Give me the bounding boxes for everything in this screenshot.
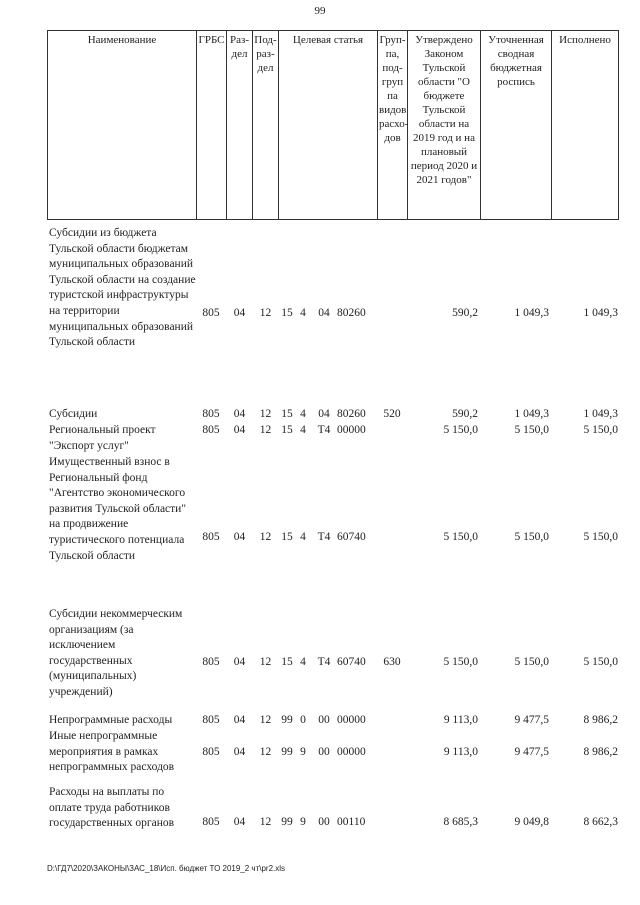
table-row: [47, 785, 618, 833]
row-name: Иные непрограммные мероприятия в рамках непрограммных расходов: [49, 730, 175, 774]
col-approved: Утверждено Законом Тульской области "О бюджете Тульской области на 2019 год и на плановый период 2020 и 2021 годов": [408, 31, 481, 220]
approved-cell: 8 685,3: [443, 816, 478, 828]
podrazdel-cell: 12: [259, 714, 272, 726]
target-direction-cell: 80260: [337, 307, 366, 319]
razdel-cell: 04: [233, 408, 246, 420]
row-name: Расходы на выплаты по оплате труда работников государственных органов: [49, 786, 175, 830]
target-program-cell: 15: [281, 656, 293, 668]
razdel-cell: 04: [233, 816, 246, 828]
group-cell: 520: [383, 408, 401, 420]
podrazdel-cell: 12: [259, 307, 272, 319]
target-event-cell: T4: [317, 531, 331, 543]
target-direction-cell: 80260: [337, 408, 366, 420]
col-razdel: Раз- дел: [227, 31, 253, 220]
target-event-cell: 04: [318, 307, 330, 319]
razdel-cell: 04: [233, 656, 246, 668]
grbs-cell: 805: [202, 424, 220, 436]
table-row: [47, 423, 618, 457]
row-name: Непрограммные расходы: [49, 714, 173, 726]
target-event-cell: T4: [317, 656, 331, 668]
clarified-cell: 1 049,3: [514, 408, 549, 420]
target-direction-cell: 00110: [337, 816, 366, 828]
target-subprogram-cell: 4: [300, 424, 306, 436]
razdel-cell: 04: [233, 714, 246, 726]
target-event-cell: 00: [318, 816, 330, 828]
podrazdel-cell: 12: [259, 408, 272, 420]
podrazdel-cell: 12: [259, 531, 272, 543]
target-subprogram-cell: 4: [300, 408, 306, 420]
target-direction-cell: 00000: [337, 714, 366, 726]
clarified-cell: 1 049,3: [514, 307, 549, 319]
row-name: Субсидии некоммерческим организациям (за исключением государственных (муниципальных) учреждений): [49, 608, 183, 698]
col-target: Целевая статья: [279, 31, 378, 220]
executed-cell: 5 150,0: [583, 424, 618, 436]
row-name: Имущественный взнос в Региональный фонд "Агентство экономического развития Тульской области" на продвижение туристического потенциала Тульской области: [49, 456, 187, 562]
approved-cell: 9 113,0: [443, 714, 478, 726]
approved-cell: 5 150,0: [443, 656, 478, 668]
table-header: [47, 30, 619, 220]
approved-cell: 5 150,0: [443, 424, 478, 436]
col-group: Груп- па, под- груп па видов расхо- дов: [378, 31, 408, 220]
table-row: [47, 226, 618, 394]
clarified-cell: 5 150,0: [514, 656, 549, 668]
clarified-cell: 9 477,5: [514, 714, 549, 726]
razdel-cell: 04: [233, 307, 246, 319]
approved-cell: 9 113,0: [443, 746, 478, 758]
podrazdel-cell: 12: [259, 816, 272, 828]
table-row: [47, 455, 618, 605]
file-path-footer: D:\ГД7\2020\ЗАКОНЫ\ЗАС_18\Исп. бюджет ТО 2019_2 чт\pr2.xls: [47, 864, 286, 873]
razdel-cell: 04: [233, 424, 246, 436]
executed-cell: 1 049,3: [583, 307, 618, 319]
target-event-cell: 00: [318, 746, 330, 758]
target-subprogram-cell: 4: [300, 656, 306, 668]
target-program-cell: 99: [281, 746, 293, 758]
col-executed: Исполнено: [552, 31, 619, 220]
grbs-cell: 805: [202, 816, 220, 828]
target-subprogram-cell: 4: [300, 307, 306, 319]
target-program-cell: 15: [281, 424, 293, 436]
podrazdel-cell: 12: [259, 656, 272, 668]
target-program-cell: 99: [281, 714, 293, 726]
target-program-cell: 15: [281, 408, 293, 420]
executed-cell: 5 150,0: [583, 531, 618, 543]
page-number: 99: [314, 5, 326, 17]
grbs-cell: 805: [202, 307, 220, 319]
target-event-cell: T4: [317, 424, 331, 436]
clarified-cell: 9 477,5: [514, 746, 549, 758]
budget-table: [47, 30, 618, 830]
executed-cell: 5 150,0: [583, 656, 618, 668]
razdel-cell: 04: [233, 746, 246, 758]
table-row: [47, 607, 618, 717]
target-subprogram-cell: 4: [300, 531, 306, 543]
target-direction-cell: 00000: [337, 424, 366, 436]
target-subprogram-cell: 0: [300, 714, 306, 726]
podrazdel-cell: 12: [259, 424, 272, 436]
row-name: Субсидии из бюджета Тульской области бюджетам муниципальных образований Тульской области на создание туристской инфраструктуры на территории муниципальных образований Тульской области: [49, 227, 196, 349]
approved-cell: 5 150,0: [443, 531, 478, 543]
target-subprogram-cell: 9: [300, 816, 306, 828]
approved-cell: 590,2: [452, 408, 478, 420]
col-grbs: ГРБС: [197, 31, 227, 220]
grbs-cell: 805: [202, 531, 220, 543]
clarified-cell: 9 049,8: [514, 816, 549, 828]
executed-cell: 1 049,3: [583, 408, 618, 420]
clarified-cell: 5 150,0: [514, 424, 549, 436]
target-direction-cell: 60740: [337, 656, 366, 668]
executed-cell: 8 662,3: [583, 816, 618, 828]
grbs-cell: 805: [202, 714, 220, 726]
podrazdel-cell: 12: [259, 746, 272, 758]
target-program-cell: 15: [281, 531, 293, 543]
col-podrazdel: Под- раз- дел: [253, 31, 279, 220]
target-subprogram-cell: 9: [300, 746, 306, 758]
group-cell: 630: [383, 656, 401, 668]
clarified-cell: 5 150,0: [514, 531, 549, 543]
target-event-cell: 00: [318, 714, 330, 726]
executed-cell: 8 986,2: [583, 746, 618, 758]
target-direction-cell: 00000: [337, 746, 366, 758]
executed-cell: 8 986,2: [583, 714, 618, 726]
table-row: [47, 729, 618, 777]
col-clarified: Уточненная сводная бюджетная роспись: [481, 31, 552, 220]
target-program-cell: 15: [281, 307, 293, 319]
grbs-cell: 805: [202, 656, 220, 668]
grbs-cell: 805: [202, 746, 220, 758]
target-event-cell: 04: [318, 408, 330, 420]
grbs-cell: 805: [202, 408, 220, 420]
approved-cell: 590,2: [452, 307, 478, 319]
row-name: Субсидии: [49, 408, 98, 420]
col-name: Наименование: [48, 31, 197, 220]
target-direction-cell: 60740: [337, 531, 366, 543]
razdel-cell: 04: [233, 531, 246, 543]
row-name: Региональный проект "Экспорт услуг": [49, 424, 156, 452]
target-program-cell: 99: [281, 816, 293, 828]
